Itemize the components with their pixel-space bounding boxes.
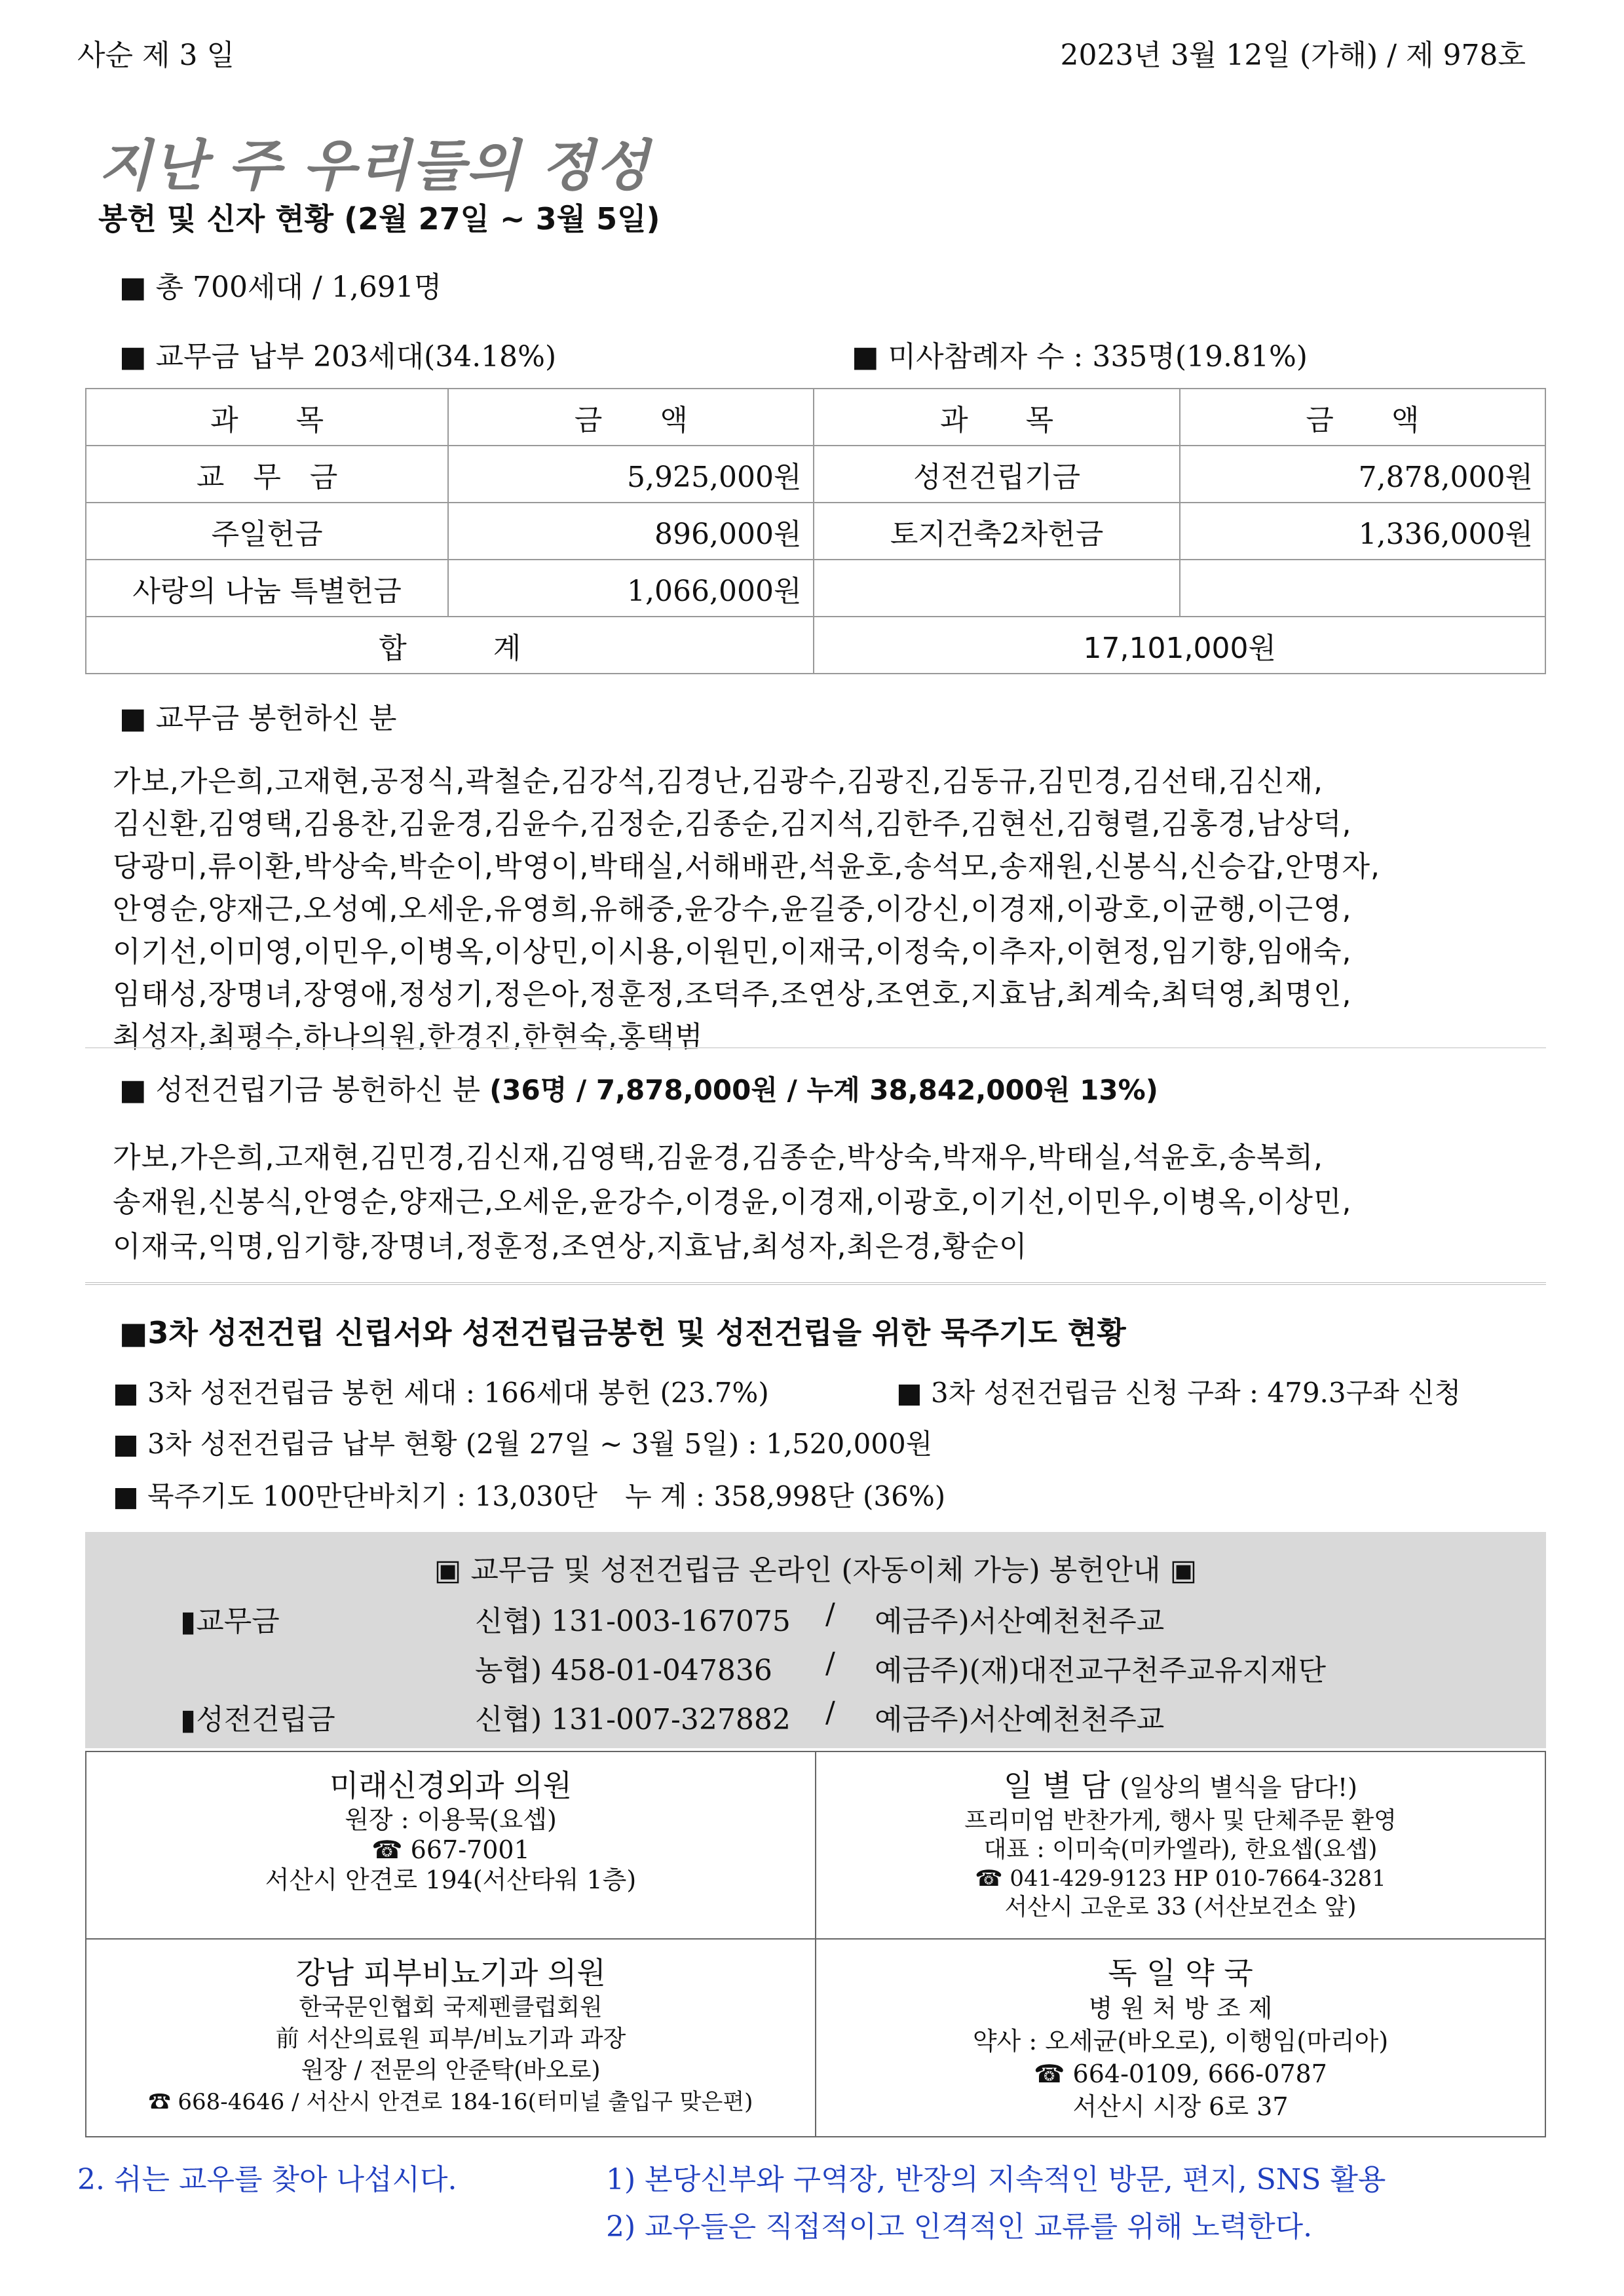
header-amount-left: 금 액	[448, 389, 814, 446]
row2-right-amount: 1,336,000원	[1180, 503, 1545, 560]
row3-right-amount	[1180, 560, 1545, 617]
offerings-table	[85, 388, 1546, 674]
ad-title: 미래신경외과 의원	[329, 1768, 573, 1803]
account1-slash: /	[825, 1598, 835, 1631]
header-amount-right: 금 액	[1180, 389, 1545, 446]
section-divider	[85, 1282, 1546, 1285]
ad-line: 前 서산의료원 피부/비뇨기과 과장	[275, 2025, 626, 2052]
account3-bank: 신협) 131-007-327882	[475, 1703, 791, 1736]
ad-ilbyeoldam	[816, 1751, 1545, 1939]
total-amount: 17,101,000원	[814, 617, 1545, 674]
footer-left: 2. 쉬는 교우를 찾아 나섭시다.	[77, 2163, 457, 2196]
tithe-donors-list	[113, 760, 1528, 1058]
header-subject-right: 과 목	[814, 389, 1179, 446]
header-right: 2023년 3월 12일 (가해) / 제 978호	[1060, 39, 1526, 72]
ad-dogil-pharmacy	[816, 1939, 1545, 2137]
building-donors-heading-prefix: ■ 성전건립기금 봉헌하신 분	[119, 1073, 481, 1107]
row1-right-subject: 성전건립기금	[814, 446, 1179, 503]
third-building-item2: ■ 3차 성전건립금 신청 구좌 : 479.3구좌 신청	[896, 1377, 1462, 1409]
stat-total: ■ 총 700세대 / 1,691명	[119, 271, 442, 304]
footer-right-2: 2) 교우들은 직접적이고 인격적인 교류를 위해 노력한다.	[606, 2210, 1313, 2244]
row1-left-amount: 5,925,000원	[448, 446, 814, 503]
total-label: 합 계	[86, 617, 814, 674]
row2-left-subject: 주일헌금	[86, 503, 448, 560]
list-item: 당광미,류이환,박상숙,박순이,박영이,박태실,서해배관,석윤호,송석모,송재원,신봉식,신승갑,안명자,	[113, 850, 1380, 883]
account1-bank: 신협) 131-003-167075	[475, 1605, 791, 1638]
header-left: 사순 제 3 일	[77, 39, 235, 72]
online-giving-box	[85, 1532, 1546, 1748]
ad-line: 서산시 시장 6로 37	[1072, 2092, 1289, 2121]
ad-title: 일 별 담	[1004, 1768, 1110, 1803]
ad-title-row	[823, 1767, 1538, 1807]
third-building-heading: ■3차 성전건립 신립서와 성전건립금봉헌 및 성전건립을 위한 묵주기도 현황	[119, 1315, 1126, 1350]
row2-left-amount: 896,000원	[448, 503, 814, 560]
row3-left-amount: 1,066,000원	[448, 560, 814, 617]
footer-right-1: 1) 본당신부와 구역장, 반장의 지속적인 방문, 편지, SNS 활용	[606, 2163, 1386, 2196]
account1-holder: 예금주)서산예천천주교	[875, 1605, 1165, 1638]
table-header-row	[86, 389, 1545, 446]
ad-title: 강남 피부비뇨기과 의원	[295, 1955, 606, 1991]
ad-line: 대표 : 이미숙(미카엘라), 한요셉(요셉)	[983, 1836, 1378, 1863]
list-item: 김신환,김영택,김용찬,김윤경,김윤수,김정순,김종순,김지석,김한주,김현선,김형렬,김홍경,남상덕,	[113, 807, 1352, 841]
ad-mirae-clinic	[86, 1751, 816, 1939]
ad-line: 프리미엄 반찬가게, 행사 및 단체주문 환영	[964, 1807, 1397, 1834]
row1-left-subject: 교 무 금	[86, 446, 448, 503]
account2-holder: 예금주)(재)대전교구천주교유지재단	[875, 1654, 1327, 1687]
list-item: 안영순,양재근,오성예,오세운,유영희,유해중,윤강수,윤길중,이강신,이경재,이광호,이균행,이근영,	[113, 892, 1352, 926]
ad-line: ☎ 668-4646 / 서산시 안견로 184-16(터미널 출입구 맞은편)	[148, 2089, 753, 2115]
third-building-item4: ■ 묵주기도 100만단바치기 : 13,030단 누 계 : 358,998단 (36%)	[113, 1480, 946, 1512]
list-item: 가보,가은희,고재현,공정식,곽철순,김강석,김경난,김광수,김광진,김동규,김민경,김선태,김신재,	[113, 765, 1323, 798]
list-item: 송재원,신봉식,안영순,양재근,오세운,윤강수,이경윤,이경재,이광호,이기선,이민우,이병옥,이상민,	[113, 1185, 1352, 1219]
list-item: 임태성,장명녀,장영애,정성기,정은아,정훈정,조덕주,조연상,조연호,지효남,최계숙,최덕영,최명인,	[113, 978, 1352, 1011]
page-subtitle: 봉헌 및 신자 현황 (2월 27일 ~ 3월 5일)	[98, 201, 660, 237]
table-row	[86, 560, 1545, 617]
ad-title-sub: (일상의 별식을 담다!)	[1120, 1773, 1357, 1802]
ad-line: 병 원 처 방 조 제	[1088, 1994, 1273, 2023]
row1-right-amount: 7,878,000원	[1180, 446, 1545, 503]
page-title: 지난 주 우리들의 정성	[98, 134, 651, 198]
account3-slash: /	[825, 1696, 835, 1729]
ad-line: ☎ 664-0109, 666-0787	[1034, 2059, 1327, 2088]
list-item: 이재국,익명,임기향,장명녀,정훈정,조연상,지효남,최성자,최은경,황순이	[113, 1230, 1028, 1263]
building-donors-list	[113, 1136, 1528, 1269]
account3-holder: 예금주)서산예천천주교	[875, 1703, 1165, 1736]
ad-line: 서산시 고운로 33 (서산보건소 앞)	[1004, 1894, 1357, 1921]
ad-line: 서산시 안견로 194(서산타워 1층)	[265, 1866, 637, 1894]
row3-left-subject: 사랑의 나눔 특별헌금	[86, 560, 448, 617]
ad-line: 원장 / 전문의 안준탁(바오로)	[301, 2057, 601, 2084]
building-donors-heading	[119, 1066, 1158, 1108]
section-divider	[85, 1047, 1546, 1048]
third-building-item1: ■ 3차 성전건립금 봉헌 세대 : 166세대 봉헌 (23.7%)	[113, 1377, 769, 1409]
table-row	[86, 446, 1545, 503]
list-item: 최성자,최평수,하나의원,한경진,한현숙,홍택범	[113, 1020, 704, 1054]
ad-line: ☎ 041-429-9123 HP 010-7664-3281	[975, 1866, 1386, 1892]
label-tithe: ▮교무금	[180, 1605, 280, 1638]
table-total-row	[86, 617, 1545, 674]
ad-line: 한국문인협회 국제펜클럽회원	[299, 1994, 603, 2021]
list-item: 가보,가은희,고재현,김민경,김신재,김영택,김윤경,김종순,박상숙,박재우,박태실,석윤호,송복희,	[113, 1141, 1323, 1174]
header-subject-left: 과 목	[86, 389, 448, 446]
table-row	[86, 503, 1545, 560]
tithe-donors-heading: ■ 교무금 봉헌하신 분	[119, 702, 397, 735]
account2-bank: 농협) 458-01-047836	[475, 1654, 772, 1687]
label-building: ▮성전건립금	[180, 1703, 335, 1736]
building-donors-heading-suffix: (36명 / 7,878,000원 / 누계 38,842,000원 13%)	[489, 1074, 1158, 1106]
list-item: 이기선,이미영,이민우,이병옥,이상민,이시용,이원민,이재국,이정숙,이추자,이현정,임기향,임애숙,	[113, 935, 1352, 968]
online-giving-heading: ▣ 교무금 및 성전건립금 온라인 (자동이체 가능) 봉헌안내 ▣	[434, 1554, 1198, 1587]
ad-line: 원장 : 이용묵(요셉)	[345, 1805, 557, 1834]
stat-mass-attendance: ■ 미사참례자 수 : 335명(19.81%)	[852, 340, 1308, 373]
ads-grid	[85, 1751, 1546, 2137]
ad-gangnam-clinic	[86, 1939, 816, 2137]
row3-right-subject	[814, 560, 1179, 617]
stat-tithe-paid: ■ 교무금 납부 203세대(34.18%)	[119, 340, 557, 373]
account2-slash: /	[825, 1647, 835, 1680]
row2-right-subject: 토지건축2차헌금	[814, 503, 1179, 560]
ad-line: ☎ 667-7001	[371, 1835, 530, 1864]
ad-line: 약사 : 오세균(바오로), 이행임(마리아)	[972, 2027, 1389, 2056]
third-building-item3: ■ 3차 성전건립금 납부 현황 (2월 27일 ~ 3월 5일) : 1,520,000원	[113, 1428, 933, 1460]
ad-title: 독 일 약 국	[1108, 1955, 1253, 1991]
